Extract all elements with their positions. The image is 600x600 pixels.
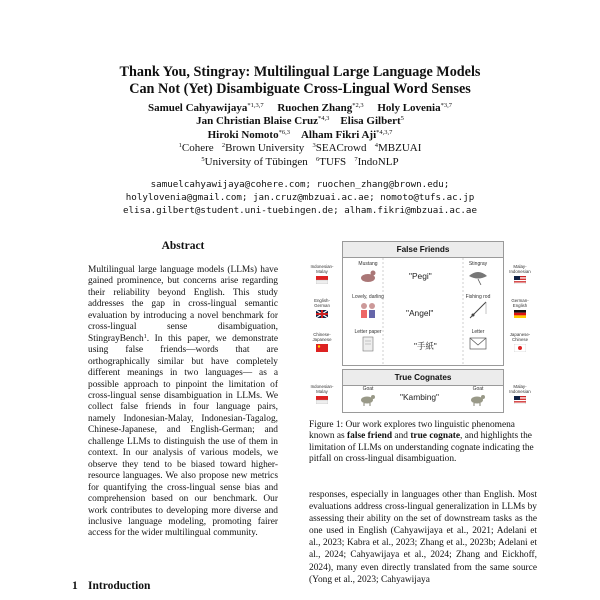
word-label: "手紙" [414,341,437,351]
title-line-2: Can Not (Yet) Disambiguate Cross-Lingual Word Senses [129,81,471,97]
author-name: Jan Christian Blaise Cruz [196,115,319,128]
lang-label-right: German-English [506,298,534,318]
author-row-1 [60,102,540,115]
false-friends-header: False Friends [343,242,503,258]
flag-china-icon [316,344,328,352]
paper-icon [358,335,378,353]
goat-icon [468,392,488,406]
lang-label-left: Indonesian-Malay [308,264,336,284]
affil-name: IndoNLP [357,155,399,168]
section-heading-introduction [72,580,150,592]
author-affil: *1,3,7 [247,102,264,109]
figure-caption [309,420,537,466]
word-label: "Kambing" [400,392,440,402]
affil-num: 5 [201,155,205,163]
email-line-3[interactable]: elisa.gilbert@student.uni-tuebingen.de; alham.fikri@mbzuai.ac.ae [122,205,477,217]
abstract-heading: Abstract [161,240,205,252]
image-cell: Fishing rod [460,294,496,322]
author-affil: *2,3 [352,102,364,109]
lang-label-left: English-German [308,298,336,318]
abstract-part-1: Multilingual large language models (LLMs) have gained prominence, but concerns arise regarding their reliability beyond English. This study addresses the gap in cross-lingual semantic evaluation by introducing a novel benchmark for cross-lingual sense disambiguation, StingrayBench [88,265,278,344]
author-affil: *4,3 [318,115,330,123]
email-line-2[interactable]: holylovenia@gmail.com; jan.cruz@mbzuai.ac.ae; nomoto@tufs.ac.jp [125,192,475,204]
affil-num: 1 [178,142,182,150]
email-line-1[interactable]: samuelcahyawijaya@cohere.com; ruochen_zhang@brown.edu; [150,179,450,190]
image-cell: Mustang [350,261,386,287]
lang-label-right: Malay-Indonesian [506,384,534,404]
caption-bold-term: true cognate [410,431,461,442]
author-affil: 5 [400,115,404,123]
author-name: Hiroki Nomoto [207,128,279,141]
caption-text: and [392,431,411,442]
flag-japan-icon [514,344,526,352]
lang-label-left: Indonesian-Malay [308,384,336,404]
stingray-icon [467,267,489,285]
author-row-2 [60,115,540,128]
affil-name: MBZUAI [378,142,422,155]
lang-label-right: Japanese-Chinese [506,332,534,352]
flag-malaysia-icon [514,276,526,284]
image-cell: Lovely, darling [350,294,386,322]
image-cell: Goat [350,386,386,408]
author-name: Samuel Cahyawijaya [148,102,248,114]
envelope-icon [467,335,489,353]
flag-indonesia-icon [316,276,328,284]
horse-icon [358,267,378,285]
author-affil: *6,3 [278,128,290,136]
author-name: Holy Lovenia [377,102,441,114]
abstract-text [88,265,278,540]
affil-num: 7 [354,155,358,163]
affil-name: Cohere [181,142,214,155]
affil-name: TUFS [319,155,347,168]
image-cell: Stingray [460,261,496,287]
author-affil: *4,3,7 [376,128,393,136]
affil-num: 2 [221,142,226,150]
flag-uk-icon [316,310,328,318]
caption-text: Figure 1: Our work explores two linguistic phenomena known as [309,420,515,442]
title-line-1: Thank You, Stingray: Multilingual Large Language Models [119,64,481,80]
image-cell: Letter paper [350,329,386,355]
flag-indonesia-icon [316,396,328,404]
lang-label-left: Chinese-Japanese [308,332,336,352]
affil-name: University of Tübingen [204,155,308,168]
caption-text: , and highlights the limitation of LLMs on understanding cognate indicating the pitfall on cross-lingual disambiguation. [309,431,534,465]
abstract-part-2: . In this paper, we demonstrate using false friends—words that are orthographically similar but have completely different meanings in two languages— as a possible approach to pinpoint the limitation of cross-lingual sense disambiguation in LLMs. We collect false friends in four language pairs, namely Indonesian-Malay, Indonesian-Tagalog, Chinese-Japanese, and English-German; and challenge LLMs to distinguish the use of them in context. In our analysis of various models, we observe they tend to be biased toward higher-resource languages. We also propose new metrics for quantifying the cross-lingual sense bias and comprehension based on our benchmark. Our work contributes to developing more diverse and inclusive language modeling, promoting fairer access for the wider multilingual community. [88,333,278,539]
affil-num: 3 [312,142,316,150]
body-text-right-column: responses, especially in languages other than English. Most evaluations address cross-lingual generalization in LLMs by assessing their ability on the set of downstream tasks as the one used in English (Cahyawijaya et al., 2021; Adelani et al., 2023; Kabra et al., 2023; Zhang et al., 2023b; Adelani et al., 2024; Cahyawijaya et al., 2024; Zhang and Eickhoff, 2024), many even directly translated from the same source (Yong et al., 2023; Cahyawijaya [309,490,537,585]
image-cell: Goat [460,386,496,408]
affiliation-row-2 [60,156,540,169]
footnote-marker[interactable]: 1 [143,333,147,340]
fishing-rod-icon [467,300,489,320]
flag-malaysia-icon [514,396,526,404]
word-label: "Pegi" [409,271,432,281]
affiliation-row-1 [60,142,540,155]
author-block [60,102,540,169]
section-number: 1 [72,580,78,592]
author-affil: *3,7 [440,102,452,109]
author-name: Ruochen Zhang [277,102,353,114]
lang-label-right: Malay-Indonesian [506,264,534,284]
affil-name: Brown University [225,142,305,155]
figure-1 [306,236,536,412]
author-row-3 [60,129,540,142]
affil-name: SEACrowd [315,142,367,155]
section-title: Introduction [88,580,151,592]
caption-bold-term: false friend [347,431,393,442]
affil-num: 6 [315,155,320,163]
paper-title [60,64,540,98]
email-block [60,178,540,218]
word-label: "Angel" [406,308,434,318]
goat-icon [358,392,378,406]
couple-icon [357,300,379,320]
image-cell: Letter [460,329,496,355]
affil-num: 4 [374,142,378,150]
author-name: Alham Fikri Aji [300,128,377,141]
flag-germany-icon [514,310,526,318]
author-name: Elisa Gilbert [340,115,401,128]
true-cognates-header: True Cognates [343,370,503,386]
